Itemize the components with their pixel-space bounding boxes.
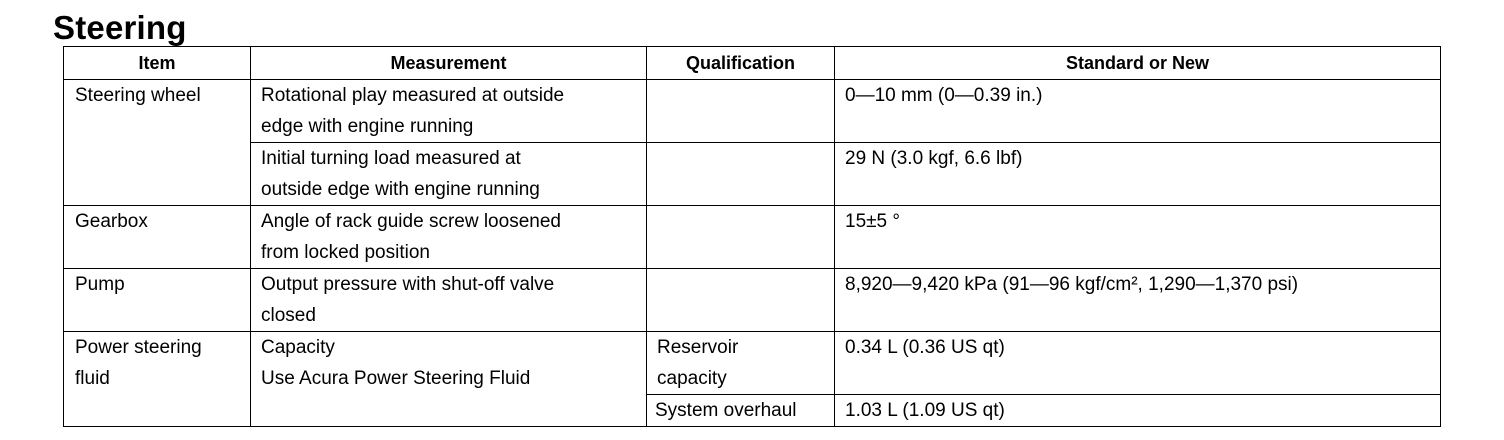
header-qualification: Qualification (647, 47, 835, 80)
item-cell (64, 269, 251, 332)
measurement-line: Angle of rack guide screw loosened (261, 211, 561, 232)
standard-value: 15±5 ° (845, 211, 901, 232)
standard-cell (835, 206, 1441, 269)
qualification-label: capacity (657, 368, 727, 389)
qualification-cell (647, 395, 835, 427)
table-row (64, 332, 1441, 395)
measurement-line: Rotational play measured at outside (261, 85, 565, 106)
standard-cell (835, 395, 1441, 427)
measurement-line: Output pressure with shut-off valve (261, 274, 555, 295)
steering-spec-table (63, 46, 1441, 427)
measurement-cell (251, 80, 647, 143)
table-row (64, 206, 1441, 269)
measurement-line: Use Acura Power Steering Fluid (261, 368, 531, 389)
measurement-line: Initial turning load measured at (261, 148, 521, 169)
header-standard: Standard or New (835, 47, 1441, 80)
item-label: Pump (75, 274, 125, 295)
item-cell (64, 80, 251, 143)
header-measurement: Measurement (251, 47, 647, 80)
qualification-label: System overhaul (655, 400, 797, 421)
item-label: Steering wheel (75, 85, 201, 106)
standard-value: 1.03 L (1.09 US qt) (845, 400, 1005, 421)
measurement-line: outside edge with engine running (261, 179, 540, 200)
qualification-cell (647, 332, 835, 395)
measurement-line: edge with engine running (261, 116, 474, 137)
standard-value: 29 N (3.0 kgf, 6.6 lbf) (845, 148, 1023, 169)
item-cell (64, 143, 251, 206)
measurement-line: Capacity (261, 337, 335, 358)
standard-value: 0—10 mm (0—0.39 in.) (845, 85, 1043, 106)
qualification-cell (647, 206, 835, 269)
standard-cell (835, 143, 1441, 206)
item-cell (64, 206, 251, 269)
header-item: Item (64, 47, 251, 80)
table-header-row (64, 47, 1441, 80)
qualification-label: Reservoir (657, 337, 739, 358)
table-row (64, 269, 1441, 332)
qualification-cell (647, 80, 835, 143)
item-label: fluid (75, 368, 110, 389)
qualification-cell (647, 269, 835, 332)
standard-cell (835, 269, 1441, 332)
measurement-cell (251, 269, 647, 332)
measurement-line: from locked position (261, 242, 430, 263)
standard-cell (835, 80, 1441, 143)
page-title: Steering (53, 9, 187, 46)
table-row (64, 80, 1441, 143)
standard-value: 8,920—9,420 kPa (91—96 kgf/cm², 1,290—1,370 psi) (845, 274, 1299, 295)
item-label: Gearbox (75, 211, 148, 232)
standard-cell (835, 332, 1441, 395)
measurement-cell (251, 143, 647, 206)
measurement-cell (251, 206, 647, 269)
item-label: Power steering (75, 337, 202, 358)
qualification-cell (647, 143, 835, 206)
item-cell (64, 332, 251, 427)
table-row (64, 143, 1441, 206)
standard-value: 0.34 L (0.36 US qt) (845, 337, 1005, 358)
measurement-line: closed (261, 305, 316, 326)
measurement-cell (251, 332, 647, 427)
